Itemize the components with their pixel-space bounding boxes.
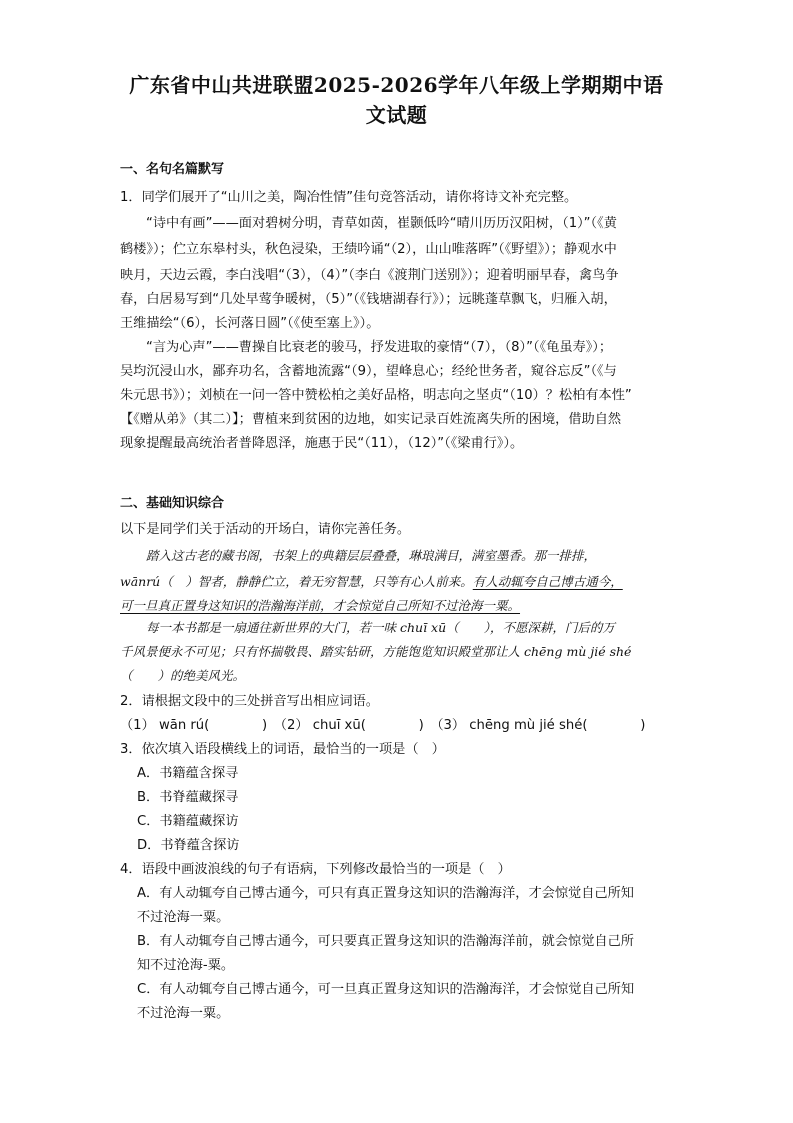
question-3-stem: 3．依次填入语段横线上的词语，最恰当的一项是（ ） [120, 742, 445, 757]
paragraph-line: 现象提醒最高统治者普降恩泽，施惠于民“（11），（12）”（《梁甫行》）。 [120, 436, 524, 451]
option-continuation: 知不过沧海-粟。 [137, 958, 235, 973]
question-2-blanks: （1） wān rú( ) （2） chuī xū( ) （3） chēng mù jié shé( ) [120, 718, 646, 733]
title-line-1: 广东省中山共进联盟2025-2026学年八年级上学期期中语 [129, 73, 664, 97]
paragraph-line: 【《赠从弟》（其二）】；曹植来到贫困的边地，如实记录百姓流离失所的困境，借助自然 [120, 412, 622, 427]
question-4-stem: 4．语段中画波浪线的句子有语病，下列修改最恰当的一项是（ ） [120, 862, 511, 877]
option-continuation: 不过沧海一粟。 [137, 910, 230, 925]
question-4-option-a: A．有人动辄夸自己博古通今，可只有真正置身这知识的浩瀚海洋，才会惊觉自己所知 [137, 886, 634, 901]
passage-text: wānrú（ ）智者，静静伫立，着无穷智慧，只等有心人前来。 [120, 574, 473, 589]
section-heading-2: 二、基础知识综合 [120, 496, 225, 511]
question-4-option-c: C．有人动辄夸自己博古通今，可一旦真正置身这知识的浩瀚海洋，才会惊觉自己所知 [137, 982, 635, 997]
question-3-option-a: A．书籍蕴含探寻 [137, 766, 239, 781]
paragraph-line: 映月，天边云霞，李白浅唱“（3），（4）”（李白《渡荆门送别》）；迎着明丽早春，禽鸟争 [120, 268, 619, 283]
passage-line: （ ）的绝美风光。 [120, 668, 246, 683]
passage-line [120, 594, 680, 618]
question-2-stem: 2．请根据文段中的三处拼音写出相应词语。 [120, 694, 379, 709]
wavy-underlined-sentence: 可一旦真正置身这知识的浩瀚海洋前，才会惊觉自己所知不过沧海一粟。 [120, 598, 521, 613]
passage-line [120, 570, 680, 594]
paragraph-line: 吴均沉浸山水，鄙弃功名，含蓄地流露“（9），望峰息心；经纶世务者，窥谷忘反”（《与 [120, 364, 617, 379]
question-4-option-b: B．有人动辄夸自己博古通今，可只要真正置身这知识的浩瀚海洋前，就会惊觉自己所 [137, 934, 634, 949]
page-title [100, 70, 693, 130]
paragraph-line: 朱元思书》）；刘桢在一问一答中赞松柏之美好品格，明志向之坚贞“（10）？松柏有本性” [120, 388, 632, 403]
paragraph-line: “言为心声”——曹操自比衰老的骏马，抒发进取的豪情“（7），（8）”（《龟虽寿》）； [146, 340, 613, 355]
paragraph-line: 鹤楼》）；伫立东皋村头，秋色浸染，王绩吟诵“（2），山山唯落晖”（《野望》）；静观水中 [120, 242, 617, 257]
section-heading-1: 一、名句名篇默写 [120, 162, 225, 177]
title-line-2: 文试题 [365, 103, 428, 127]
paragraph-line: “诗中有画”——面对碧树分明，青草如茵，崔颢低吟“晴川历历汉阳树，（1）”（《黄 [146, 216, 617, 231]
passage-line: 每一本书都是一扇通往新世界的大门，若一味 chuī xū（ ），不愿深耕，门后的万 [146, 620, 615, 635]
passage-line: 千风景便永不可见；只有怀揣敬畏、踏实钻研，方能饱览知识殿堂那让人 chēng mù jié shé [120, 644, 632, 659]
option-continuation: 不过沧海一粟。 [137, 1006, 230, 1021]
question-3-option-c: C．书籍蕴藏探访 [137, 814, 239, 829]
wavy-underlined-sentence: 有人动辄夸自己博古通今， [472, 574, 623, 589]
paragraph-line: 春，白居易写到“几处早莺争暖树，（5）”（《钱塘湖春行》）；远眺蓬草飘飞，归雁入胡， [120, 292, 617, 307]
question-1-stem: 1．同学们展开了“山川之美，陶冶性情”佳句竞答活动，请你将诗文补充完整。 [120, 190, 578, 205]
passage-line: 踏入这古老的藏书阁，书架上的典籍层层叠叠，琳琅满目，满室墨香。那一排排， [146, 548, 597, 563]
paragraph-line: 王维描绘“（6），长河落日圆”（《使至塞上》）。 [120, 316, 380, 331]
section-intro: 以下是同学们关于活动的开场白，请你完善任务。 [120, 522, 411, 537]
question-3-option-d: D．书脊蕴含探访 [137, 838, 240, 853]
question-3-option-b: B．书脊蕴藏探寻 [137, 790, 239, 805]
